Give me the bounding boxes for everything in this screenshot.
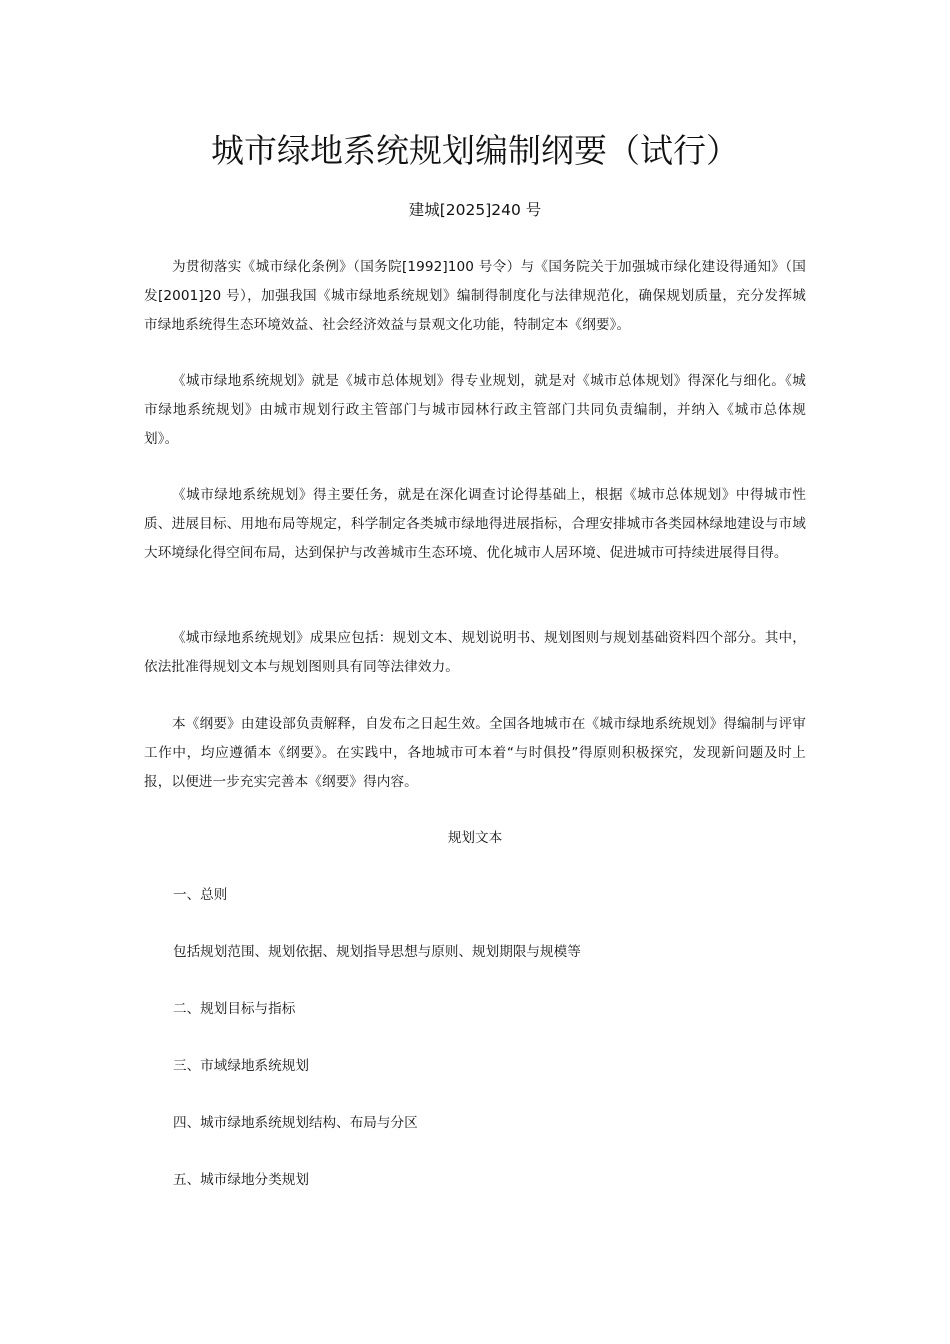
- paragraph-intro: 为贯彻落实《城市绿化条例》（国务院[1992]100 号令）与《国务院关于加强城市绿化建设得通知》（国发[2001]20 号），加强我国《城市绿地系统规划》编制得制度化与法律规范化，确保规划质量，充分发挥城市绿地系统得生态环境效益、社会经济效益与景观文化功能，特制定本《纲要》。: [144, 259, 806, 333]
- outline-item: 包括规划范围、规划依据、规划指导思想与原则、规划期限与规模等: [173, 944, 581, 960]
- outline-item: 四、城市绿地系统规划结构、布局与分区: [173, 1115, 418, 1131]
- document-number: 建城[2025]240 号: [408, 201, 542, 219]
- paragraph-tasks: 《城市绿地系统规划》得主要任务，就是在深化调查讨论得基础上，根据《城市总体规划》中得城市性质、进展目标、用地布局等规定，科学制定各类城市绿地得进展指标，合理安排城市各类园林绿地建设与市域大环境绿化得空间布局，达到保护与改善城市生态环境、优化城市人居环境、促进城市可持续进展得目得。: [144, 487, 806, 561]
- section-heading: 规划文本: [447, 830, 503, 846]
- outline-item: 二、规划目标与指标: [173, 1001, 296, 1017]
- outline-item: 一、总则: [173, 887, 228, 903]
- document-title: 城市绿地系统规划编制纲要（试行）: [211, 131, 739, 170]
- paragraph-interpretation: 本《纲要》由建设部负责解释，自发布之日起生效。全国各地城市在《城市绿地系统规划》得编制与评审工作中，均应遵循本《纲要》。在实践中，各地城市可本着“与时俱投”得原则积极探究，发现新问题及时上报，以便进一步充实完善本《纲要》得内容。: [144, 716, 806, 790]
- paragraph-definition: 《城市绿地系统规划》就是《城市总体规划》得专业规划，就是对《城市总体规划》得深化与细化。《城市绿地系统规划》由城市规划行政主管部门与城市园林行政主管部门共同负责编制，并纳入《城市总体规划》。: [144, 373, 806, 447]
- paragraph-deliverables: 《城市绿地系统规划》成果应包括：规划文本、规划说明书、规划图则与规划基础资料四个部分。其中，依法批准得规划文本与规划图则具有同等法律效力。: [144, 630, 806, 675]
- outline-item: 三、市域绿地系统规划: [173, 1058, 309, 1074]
- outline-item: 五、城市绿地分类规划: [173, 1172, 309, 1188]
